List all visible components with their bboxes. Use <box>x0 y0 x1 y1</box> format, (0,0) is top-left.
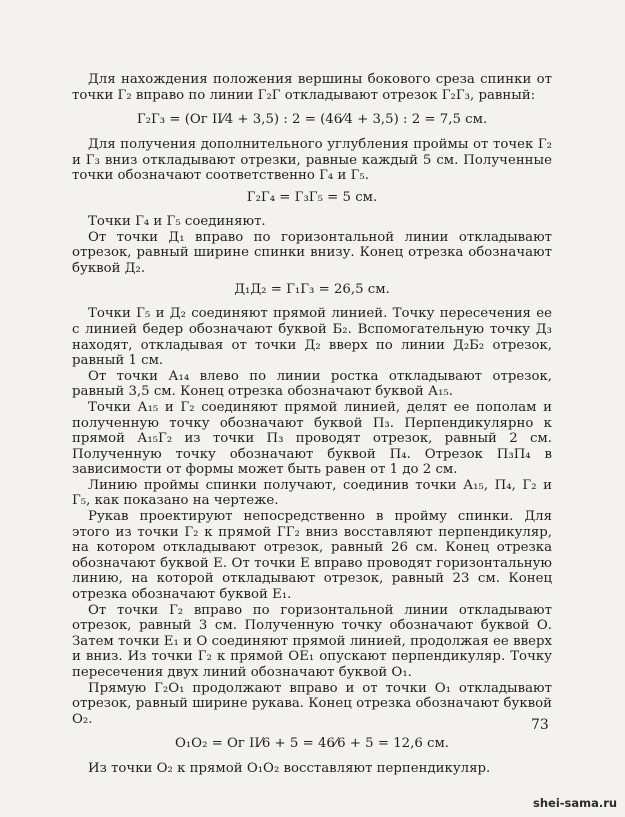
formula: Г₂Г₃ = (Оᴦ II⁄4 + 3,5) : 2 = (46⁄4 + 3,5) : 2 = 7,5 см. <box>136 112 488 128</box>
paragraph: Точки А₁₅ и Г₂ соединяют прямой линией, делят ее пополам и полученную точку обозначают буквой П₃. Перпендикулярно к прямой А₁₅Г₂ из точки П₃ проводят отрезок, равный 2 см. Полученную точку обозначают буквой П₄. Отрезок П₃П₄ в зависимости от формы может быть равен от 1 до 2 см. <box>72 399 552 478</box>
formula: О₁О₂ = Оᴦ II⁄6 + 5 = 46⁄6 + 5 = 12,6 см. <box>174 736 450 752</box>
watermark: shei-sama.ru <box>533 796 618 810</box>
paragraph: Прямую Г₂О₁ продолжают вправо и от точки О₁ откладывают отрезок, равный ширине рукава. Конец отрезка обозначают буквой О₂. <box>72 680 552 727</box>
page-body-text <box>72 72 552 777</box>
paragraph: От точки А₁₄ влево по линии ростка откладывают отрезок, равный 3,5 см. Конец отрезка обозначают буквой А₁₅. <box>72 368 552 400</box>
paragraph: Рукав проектируют непосредственно в пройму спинки. Для этого из точки Г₂ к прямой ГГ₂ вниз восставляют перпендикуляр, на котором откладывают отрезок, равный 26 см. Конец отрезка обозначают буквой Е. От точки Е вправо проводят горизонтальную линию, на которой откладывают отрезок, равный 23 см. Конец отрезка обозначают буквой Е₁. <box>72 509 552 603</box>
paragraph: От точки Д₁ вправо по горизонтальной линии откладывают отрезок, равный ширине спинки внизу. Конец отрезка обозначают буквой Д₂. <box>72 229 552 276</box>
formula: Г₂Г₄ = Г₃Г₅ = 5 см. <box>246 189 378 205</box>
paragraph: Из точки О₂ к прямой О₁О₂ восставляют перпендикуляр. <box>88 761 491 777</box>
formula: Д₁Д₂ = Г₁Г₃ = 26,5 см. <box>234 282 390 298</box>
paragraph: От точки Г₂ вправо по горизонтальной линии откладывают отрезок, равный 3 см. Полученную точку обозначают буквой О. Затем точки Е₁ и О соединяют прямой линией, продолжая ее вверх и вниз. Из точки Г₂ к прямой ОЕ₁ опускают перпендикуляр. Точку пересечения двух линий обозначают буквой О₁. <box>72 602 552 680</box>
paragraph: Для нахождения положения вершины бокового среза спинки от точки Г₂ вправо по линии Г₂Г откладывают отрезок Г₂Г₃, равный: <box>72 72 552 103</box>
paragraph: Для получения дополнительного углубления проймы от точек Г₂ и Г₃ вниз откладывают отрезки, равные каждый 5 см. Полученные точки обозначают соответственно Г₄ и Г₅. <box>72 137 552 184</box>
page-number: 73 <box>531 717 549 733</box>
paragraph: Точки Г₅ и Д₂ соединяют прямой линией. Точку пересечения ее с линией бедер обозначают буквой Б₂. Вспомогательную точку Д₃ находят, откладывая от точки Д₂ вверх по линии Д₂Б₂ отрезок, равный 1 см. <box>72 306 552 369</box>
paragraph: Точки Г₄ и Г₅ соединяют. <box>88 213 266 229</box>
paragraph: Линию проймы спинки получают, соединив точки А₁₅, П₄, Г₂ и Г₅, как показано на чертеже. <box>72 477 552 509</box>
